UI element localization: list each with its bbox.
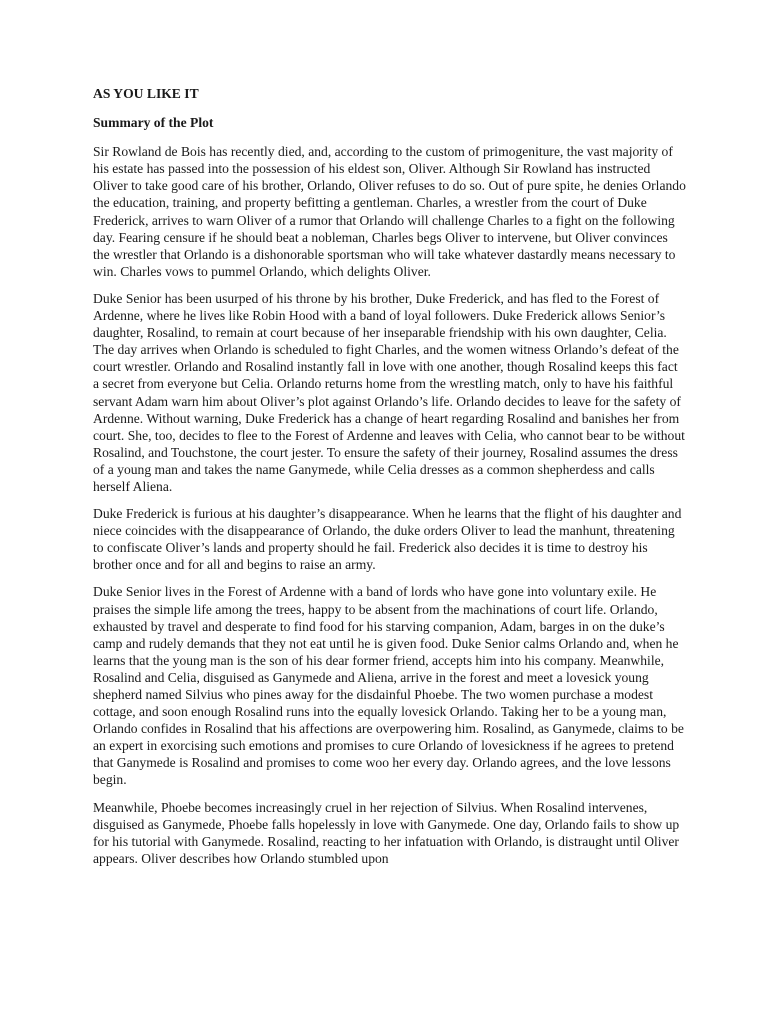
document-subtitle: Summary of the Plot	[93, 115, 214, 131]
paragraph: Duke Frederick is furious at his daughter’s disappearance. When he learns that the flight of his daughter and niece coincides with the disappearance of Orlando, the duke orders Oliver to lead the manhunt, threatening to confiscate Oliver’s lands and property should he fail. Frederick also decides it is time to destroy his brother once and for all and begins to raise an army.	[93, 506, 682, 573]
document-title: AS YOU LIKE IT	[93, 86, 199, 101]
paragraph: Meanwhile, Phoebe becomes increasingly cruel in her rejection of Silvius. When Rosalind intervenes, disguised as Ganymede, Phoebe falls hopelessly in love with Ganymede. One day, Orlando fails to show up for his tutorial with Ganymede. Rosalind, reacting to her infatuation with Orlando, is distraught until Oliver appears. Oliver describes how Orlando stumbled upon	[93, 799, 680, 866]
document-page	[93, 85, 687, 877]
paragraph: Duke Senior has been usurped of his throne by his brother, Duke Frederick, and has fled to the Forest of Ardenne, where he lives like Robin Hood with a band of loyal followers. Duke Frederick allows Senior’s daughter, Rosalind, to remain at court because of her inseparable friendship with his own daughter, Celia. The day arrives when Orlando is scheduled to fight Charles, and the women witness Orlando’s defeat of the court wrestler. Orlando and Rosalind instantly fall in love with one another, though Rosalind keeps this fact a secret from everyone but Celia. Orlando returns home from the wrestling match, only to have his faithful servant Adam warn him about Oliver’s plot against Orlando’s life. Orlando decides to leave for the safety of Ardenne. Without warning, Duke Frederick has a change of heart regarding Rosalind and banishes her from court. She, too, decides to flee to the Forest of Ardenne and leaves with Celia, who cannot bear to be without Rosalind, and Touchstone, the court jester. To ensure the safety of their journey, Rosalind assumes the dress of a young man and takes the name Ganymede, while Celia dresses as a common shepherdess and calls herself Aliena.	[93, 290, 685, 494]
paragraph: Duke Senior lives in the Forest of Ardenne with a band of lords who have gone into voluntary exile. He praises the simple life among the trees, happy to be absent from the machinations of court life. Orlando, exhausted by travel and desperate to find food for his starving companion, Adam, barges in on the duke’s camp and rudely demands that they not eat until he is given food. Duke Senior calms Orlando and, when he learns that the young man is the son of his dear former friend, accepts him into his company. Meanwhile, Rosalind and Celia, disguised as Ganymede and Aliena, arrive in the forest and meet a lovesick young shepherd named Silvius who pines away for the disdainful Phoebe. The two women purchase a modest cottage, and soon enough Rosalind runs into the equally lovesick Orlando. Taking her to be a young man, Orlando confides in Rosalind that his affections are overpowering him. Rosalind, as Ganymede, claims to be an expert in exorcising such emotions and promises to cure Orlando of lovesickness if he agrees to pretend that Ganymede is Rosalind and promises to come woo her every day. Orlando agrees, and the love lessons begin.	[93, 584, 684, 788]
paragraph: Sir Rowland de Bois has recently died, and, according to the custom of primogeniture, the vast majority of his estate has passed into the possession of his eldest son, Oliver. Although Sir Rowland has instructed Oliver to take good care of his brother, Orlando, Oliver refuses to do so. Out of pure spite, he denies Orlando the education, training, and property befitting a gentleman. Charles, a wrestler from the court of Duke Frederick, arrives to warn Oliver of a rumor that Orlando will challenge Charles to a fight on the following day. Fearing censure if he should beat a nobleman, Charles begs Oliver to intervene, but Oliver convinces the wrestler that Orlando is a dishonorable sportsman who will take whatever dastardly means necessary to win. Charles vows to pummel Orlando, which delights Oliver.	[93, 144, 686, 279]
